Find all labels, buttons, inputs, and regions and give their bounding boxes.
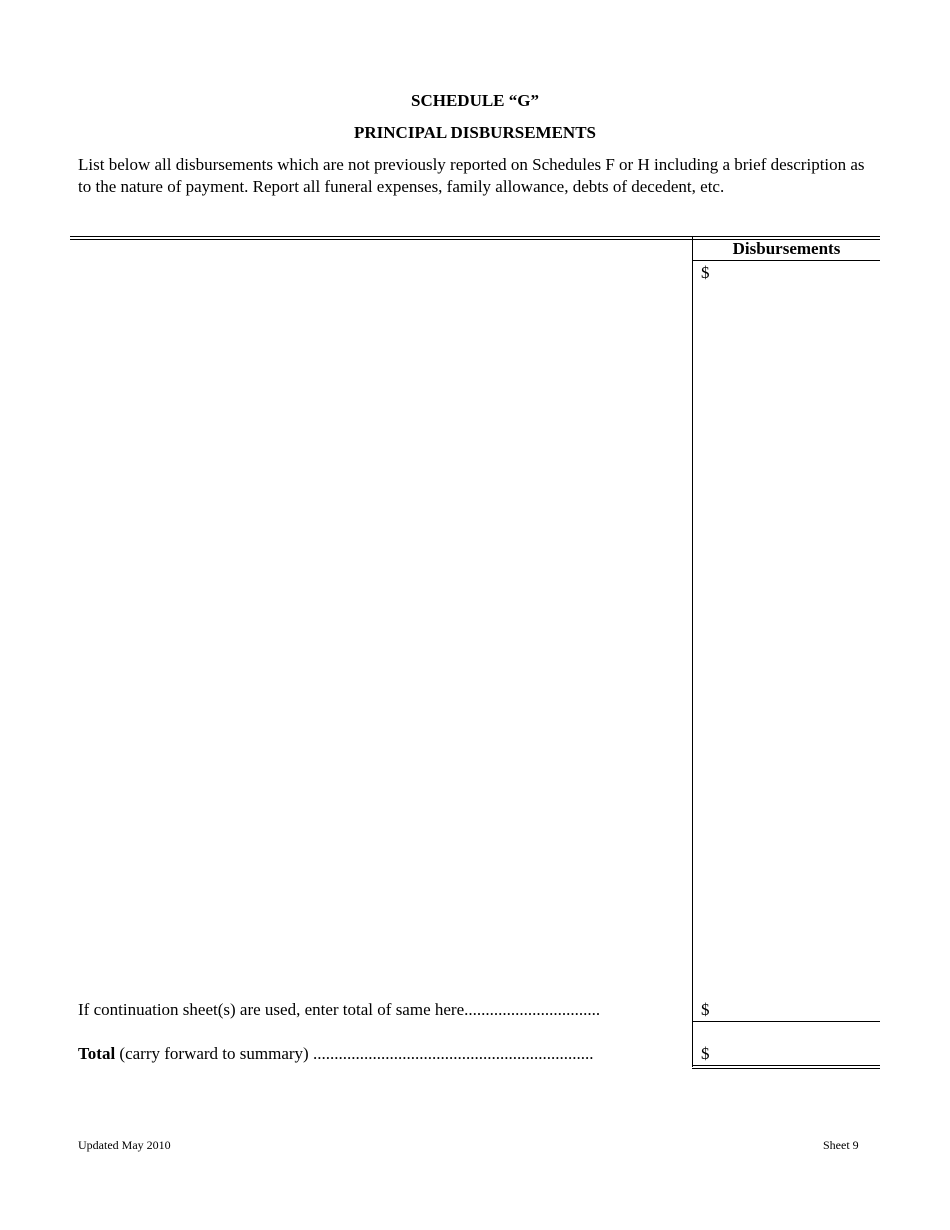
disbursements-currency-symbol: $ — [701, 263, 710, 282]
continuation-leader-dots: ................................ — [464, 1000, 601, 1019]
description-entry-area[interactable] — [70, 242, 690, 997]
total-field[interactable] — [715, 1042, 879, 1064]
total-leader-dots: .................................................................. — [312, 1044, 594, 1063]
total-label — [78, 1044, 593, 1064]
total-label-bold: Total — [78, 1044, 116, 1063]
continuation-underline — [692, 1021, 880, 1022]
disbursements-entry-area[interactable] — [694, 262, 879, 997]
instructions-text: List below all disbursements which are not previously reported on Schedules F or H including a brief description as to the nature of payment. Report all funeral expenses, family allowance, debts of decedent, etc. — [78, 155, 865, 196]
total-double-underline — [692, 1068, 880, 1069]
table-top-rule — [70, 236, 880, 237]
total-underline — [692, 1065, 880, 1066]
total-label-rest: (carry forward to summary) — [115, 1044, 313, 1063]
continuation-total-field[interactable] — [715, 998, 879, 1020]
footer-updated: Updated May 2010 — [78, 1138, 171, 1152]
column-header-underline — [692, 260, 880, 261]
footer-sheet-number: Sheet 9 — [823, 1138, 859, 1152]
schedule-title: SCHEDULE “G” — [411, 91, 539, 110]
disbursements-column-divider — [692, 236, 693, 1067]
total-currency-symbol: $ — [701, 1044, 710, 1063]
page-title: PRINCIPAL DISBURSEMENTS — [354, 123, 596, 142]
continuation-currency-symbol: $ — [701, 1000, 710, 1019]
continuation-label-text: If continuation sheet(s) are used, enter total of same here — [78, 1000, 465, 1019]
continuation-label — [78, 1000, 600, 1020]
disbursements-column-header: Disbursements — [732, 239, 841, 258]
